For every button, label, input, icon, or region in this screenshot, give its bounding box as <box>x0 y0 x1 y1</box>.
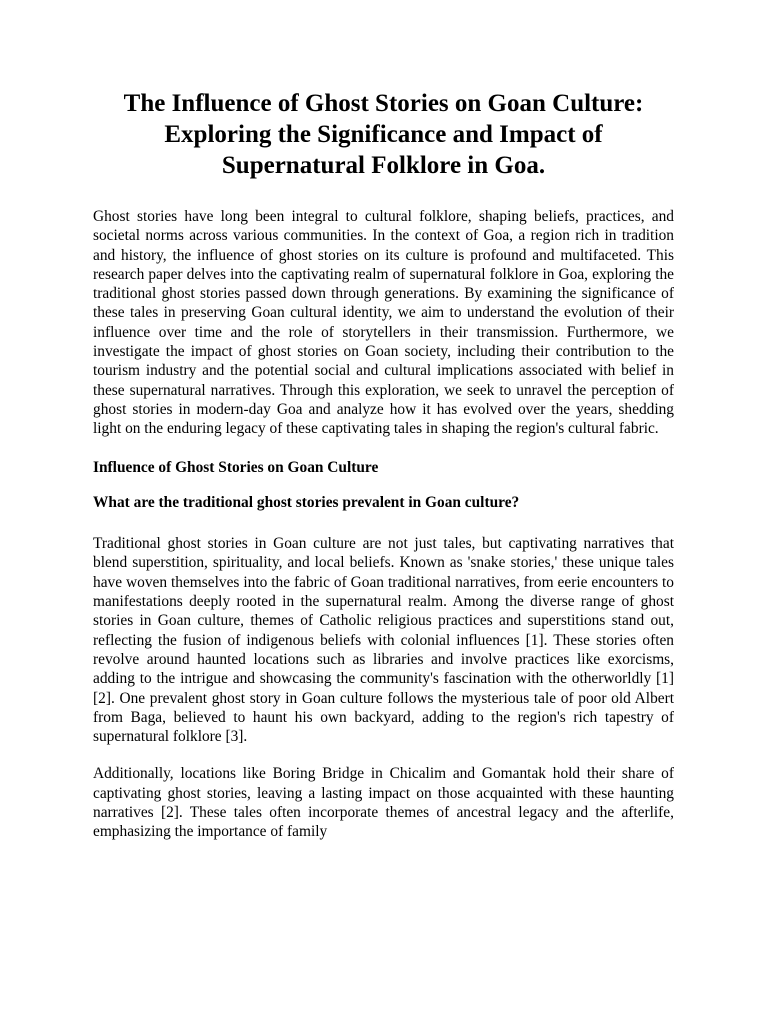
section-heading: Influence of Ghost Stories on Goan Culture <box>93 458 379 476</box>
paper-title: The Influence of Ghost Stories on Goan Culture: Exploring the Significance and Impact of Supernatural Folklore in Goa. <box>123 90 644 179</box>
document-page <box>93 88 674 842</box>
body-paragraph-2: Additionally, locations like Boring Bridge in Chicalim and Gomantak hold their share of captivating ghost stories, leaving a lasting impact on those acquainted with these haunting narratives [2]. These tales often incorporate themes of ancestral legacy and the afterlife, emphasizing the importance of family <box>93 765 674 841</box>
abstract-paragraph: Ghost stories have long been integral to cultural folklore, shaping beliefs, practices, and societal norms across various communities. In the context of Goa, a region rich in tradition and history, the influence of ghost stories on its culture is profound and multifaceted. This research paper delves into the captivating realm of supernatural folklore in Goa, exploring the traditional ghost stories passed down through generations. By examining the significance of these tales in preserving Goan cultural identity, we aim to understand the evolution of their influence over time and the role of storytellers in their transmission. Furthermore, we investigate the impact of ghost stories on Goan society, including their contribution to the tourism industry and the potential social and cultural implications associated with belief in these supernatural narratives. Through this exploration, we seek to unravel the perception of ghost stories in modern-day Goa and analyze how it has evolved over the years, shedding light on the enduring legacy of these captivating tales in shaping the region's cultural fabric. <box>93 208 674 438</box>
question-heading: What are the traditional ghost stories prevalent in Goan culture? <box>93 493 520 511</box>
body-paragraph-1: Traditional ghost stories in Goan culture are not just tales, but captivating narratives that blend superstition, spirituality, and local beliefs. Known as 'snake stories,' these unique tales have woven themselves into the fabric of Goan traditional narratives, from eerie encounters to manifestations deeply rooted in the supernatural realm. Among the diverse range of ghost stories in Goan culture, themes of Catholic religious practices and superstitions stand out, reflecting the fusion of indigenous beliefs with colonial influences [1]. These stories often revolve around haunted locations such as libraries and involve practices like exorcisms, adding to the intrigue and showcasing the community's fascination with the otherworldly [1][2]. One prevalent ghost story in Goan culture follows the mysterious tale of poor old Albert from Baga, believed to haunt his own backyard, adding to the region's rich tapestry of supernatural folklore [3]. <box>93 535 674 746</box>
